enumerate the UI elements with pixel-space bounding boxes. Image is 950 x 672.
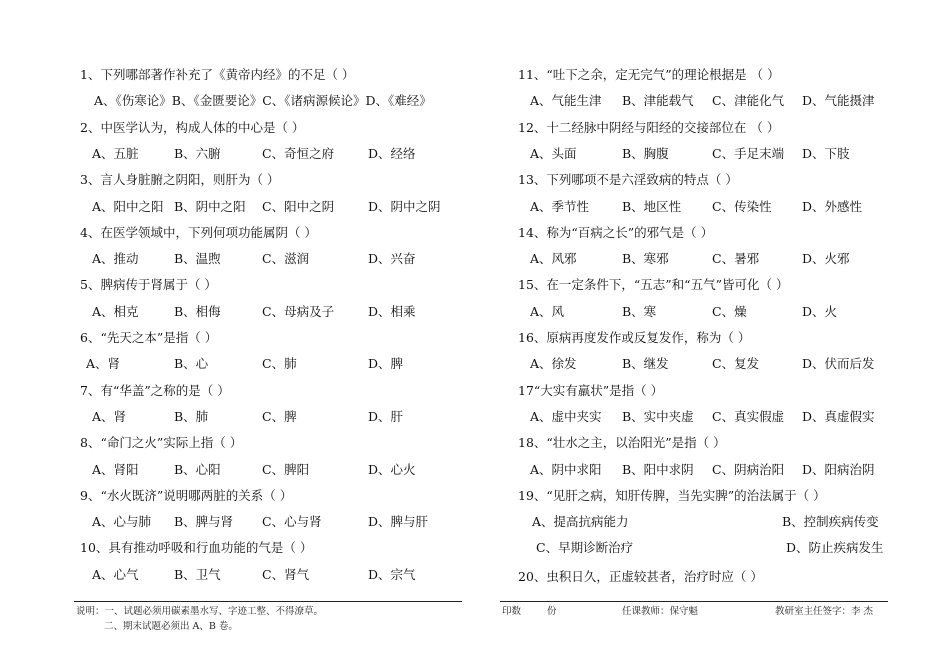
right-question-5-option-b: B、寒	[622, 303, 657, 319]
left-question-1-options: A、《伤寒论》B、《金匮要论》C、《诸病源候论》D、《难经》	[94, 93, 432, 109]
footer-director: 教研室主任签字：李 杰	[775, 606, 874, 617]
right-question-6-option-a: A、徐发	[530, 356, 577, 372]
left-question-8: 8、“命门之火”实际上指（ ）	[80, 435, 243, 451]
right-question-4-option-c: C、暑邪	[712, 251, 760, 267]
left-question-5-option-b: B、相侮	[174, 303, 221, 319]
right-question-1-option-b: B、津能载气	[622, 93, 694, 109]
left-question-2: 2、中医学认为，构成人体的中心是（ ）	[80, 119, 305, 135]
right-question-6-option-b: B、继发	[622, 356, 669, 372]
right-question-5-option-d: D、火	[802, 303, 838, 319]
left-question-10: 10、具有推动呼吸和行血功能的气是（ ）	[80, 540, 313, 556]
right-question-5: 15、在一定条件下，“五志”和“五气”皆可化（ ）	[518, 277, 789, 293]
right-question-4-option-b: B、寒邪	[622, 251, 669, 267]
right-question-1: 11、“吐下之余，定无完气”的理论根据是 （ ）	[518, 67, 780, 82]
left-question-2-option-d: D、经络	[368, 145, 416, 161]
right-question-10: 20、虫积日久，正虚较甚者，治疗时应（ ）	[518, 569, 763, 584]
left-question-6-option-c: C、肺	[262, 356, 297, 372]
left-question-4: 4、在医学领域中，下列何项功能属阴（ ）	[80, 224, 317, 240]
right-question-3: 13、下列哪项不是六淫致病的特点（ ）	[518, 172, 738, 188]
left-question-1: 1、下列哪部著作补充了《黄帝内经》的不足（ ）	[80, 67, 355, 82]
right-question-3-option-a: A、季节性	[530, 198, 590, 214]
left-question-2-option-c: C、奇恒之府	[262, 145, 335, 161]
left-question-7-option-a: A、肾	[92, 408, 127, 424]
right-question-8-option-c: C、阴病治阳	[712, 461, 785, 477]
right-question-6-option-c: C、复发	[712, 356, 760, 372]
left-question-2-option-a: A、五脏	[92, 145, 139, 161]
right-question-4-option-d: D、火邪	[802, 251, 850, 267]
left-question-5-option-c: C、母病及子	[262, 303, 335, 319]
left-question-9-option-a: A、心与肺	[92, 514, 152, 530]
footer-copies-label: 份	[547, 606, 557, 617]
left-question-3-option-d: D、阴中之阴	[368, 198, 441, 214]
right-question-7-option-c: C、真实假虚	[712, 408, 785, 424]
right-question-2-option-c: C、手足末端	[712, 145, 785, 161]
left-question-3-option-b: B、阴中之阳	[174, 198, 246, 214]
right-question-7: 17“大实有羸状”是指（ ）	[518, 382, 664, 398]
footer-print-count-label: 印数	[502, 606, 522, 617]
right-question-1-option-d: D、气能摄津	[802, 93, 875, 109]
right-question-1-option-c: C、津能化气	[712, 93, 785, 109]
left-question-5-option-d: D、相乘	[368, 303, 416, 319]
right-question-7-option-b: B、实中夹虚	[622, 408, 694, 424]
left-question-4-option-a: A、推动	[92, 251, 139, 267]
right-question-4: 14、称为“百病之长”的邪气是（ ）	[518, 224, 714, 240]
left-question-10-option-a: A、心气	[92, 566, 139, 582]
left-question-6-option-b: B、心	[174, 356, 209, 372]
right-question-9-option-b: B、控制疾病传变	[782, 514, 879, 530]
left-question-9-option-d: D、脾与肝	[368, 514, 429, 530]
left-question-5-option-a: A、相克	[92, 303, 139, 319]
left-question-6: 6、“先天之本”是指（ ）	[80, 330, 218, 345]
footer-rule-left	[74, 601, 462, 602]
footer-rule-right	[500, 601, 888, 602]
left-question-10-option-b: B、卫气	[174, 566, 221, 582]
right-question-9-option-c: C、早期诊断治疗	[536, 540, 634, 556]
right-question-8-option-d: D、阳病治阴	[802, 461, 875, 477]
right-question-2: 12、十二经脉中阴经与阳经的交接部位在 （ ）	[518, 119, 780, 135]
left-question-4-option-d: D、兴奋	[368, 251, 416, 267]
left-question-3-option-c: C、阳中之阴	[262, 198, 335, 214]
left-question-3-option-a: A、阳中之阳	[92, 198, 164, 214]
right-question-7-option-d: D、真虚假实	[802, 408, 875, 424]
right-question-8: 18、“壮水之主，以治阳光”是指（ ）	[518, 435, 726, 451]
right-question-5-option-a: A、风	[530, 303, 565, 319]
right-question-7-option-a: A、虚中夹实	[530, 408, 602, 424]
left-question-6-option-a: A、肾	[86, 356, 121, 372]
left-question-10-option-d: D、宗气	[368, 566, 416, 582]
right-question-3-option-c: C、传染性	[712, 198, 772, 214]
left-question-3: 3、言人身脏腑之阴阳，则肝为（ ）	[80, 172, 280, 188]
left-question-8-option-d: D、心火	[368, 461, 416, 477]
right-question-2-option-b: B、胸腹	[622, 145, 669, 161]
left-question-8-option-a: A、肾阳	[92, 461, 139, 477]
right-question-3-option-d: D、外感性	[802, 198, 863, 214]
right-question-3-option-b: B、地区性	[622, 198, 682, 214]
left-question-4-option-c: C、滋润	[262, 251, 310, 267]
left-question-6-option-d: D、脾	[368, 356, 404, 372]
left-question-7: 7、有“华盖”之称的是（ ）	[80, 382, 230, 398]
right-question-6-option-d: D、伏而后发	[802, 356, 875, 372]
left-question-5: 5、脾病传于肾属于（ ）	[80, 277, 217, 293]
left-question-8-option-b: B、心阳	[174, 461, 221, 477]
right-question-9-option-a: A、提高抗病能力	[532, 514, 629, 530]
right-question-9: 19、“见肝之病，知肝传脾，当先实脾”的治法属于（ ）	[518, 487, 826, 503]
left-question-7-option-c: C、脾	[262, 408, 297, 424]
right-question-8-option-b: B、阳中求阴	[622, 461, 694, 477]
left-question-9-option-c: C、心与肾	[262, 514, 322, 530]
right-question-5-option-c: C、燥	[712, 303, 747, 319]
right-question-9-option-d: D、防止疾病发生	[786, 540, 884, 556]
right-question-2-option-d: D、下肢	[802, 145, 850, 161]
left-question-10-option-c: C、肾气	[262, 566, 310, 582]
footer-note-line1: 说明：一、试题必须用碳素墨水写、字迹工整、不得潦草。	[76, 606, 324, 617]
right-question-8-option-a: A、阴中求阳	[530, 461, 602, 477]
left-question-9-option-b: B、脾与肾	[174, 514, 234, 530]
left-question-2-option-b: B、六腑	[174, 145, 221, 161]
left-question-4-option-b: B、温煦	[174, 251, 221, 267]
right-question-4-option-a: A、风邪	[530, 251, 577, 267]
left-question-7-option-b: B、肺	[174, 408, 209, 424]
footer-note-line2: 二、期末试题必须出 A、B 卷。	[104, 621, 238, 632]
footer-teacher: 任课教师：保守魁	[622, 606, 699, 617]
left-question-9: 9、“水火既济”说明哪两脏的关系（ ）	[80, 487, 293, 503]
right-question-2-option-a: A、头面	[530, 145, 577, 161]
right-question-6: 16、原病再度发作或反复发作，称为（ ）	[518, 330, 751, 345]
right-question-1-option-a: A、气能生津	[530, 93, 602, 109]
left-question-7-option-d: D、肝	[368, 408, 404, 424]
left-question-8-option-c: C、脾阳	[262, 461, 310, 477]
